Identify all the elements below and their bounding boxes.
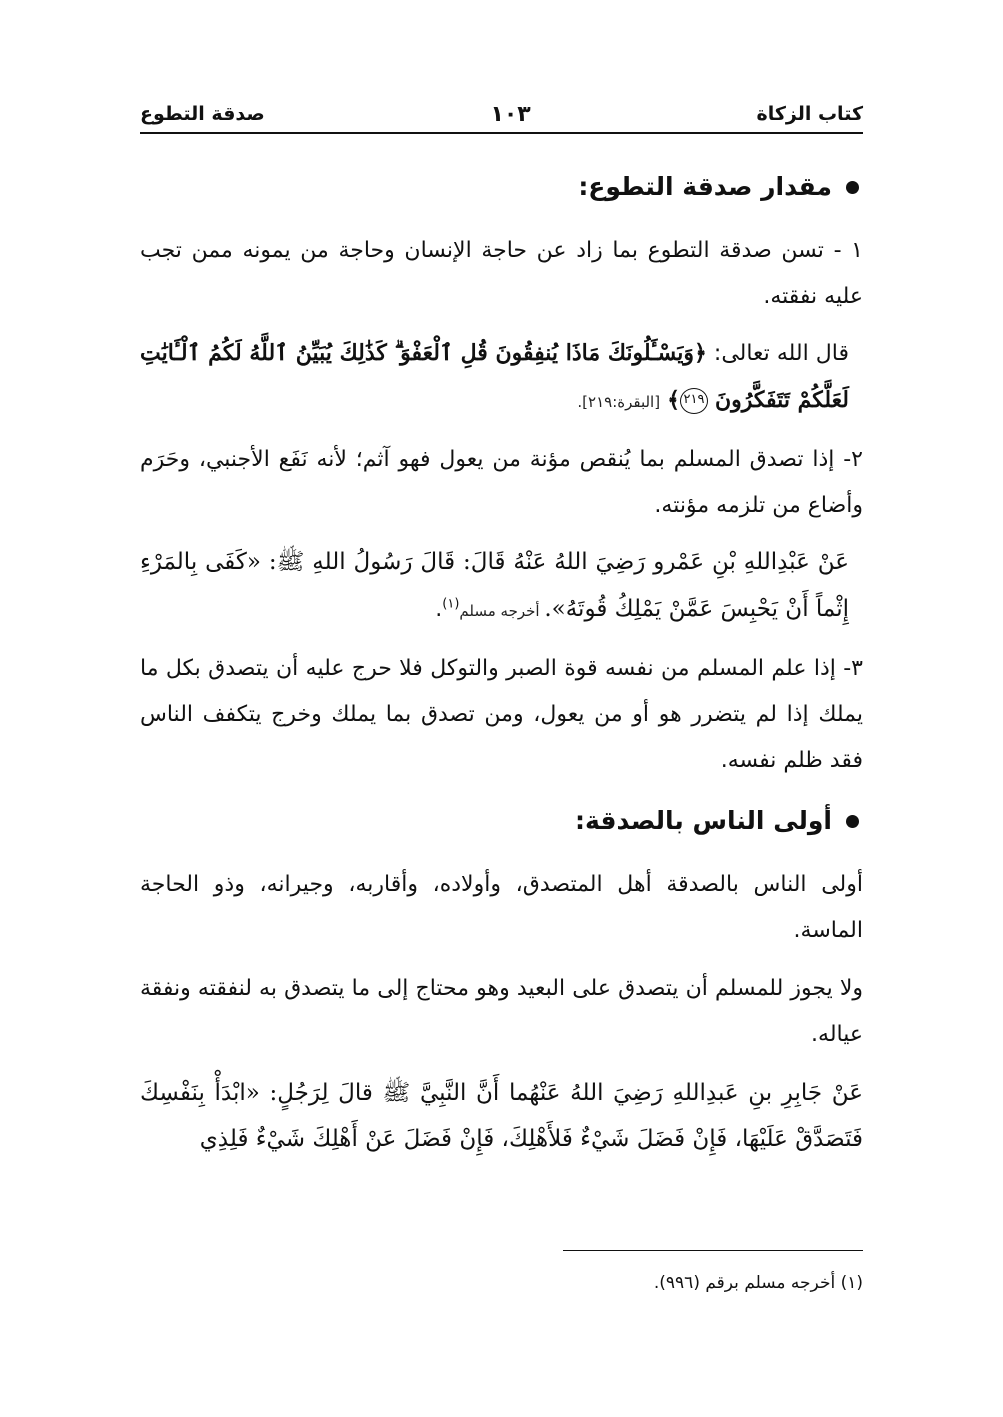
hadith-evidence-1	[140, 539, 863, 634]
paragraph-2: ولا يجوز للمسلم أن يتصدق على البعيد وهو محتاج إلى ما يتصدق به لنفقته ونفقة عياله.	[140, 976, 863, 1047]
footnote-1: (١) أخرجه مسلم برقم (٩٩٦).	[653, 1273, 863, 1293]
quran-close-bracket: ﴾	[667, 387, 680, 413]
chapter-title: صدقة التطوع	[140, 103, 265, 125]
hadith-text: عَنْ عَبْدِاللهِ بْنِ عَمْرو رَضِيَ اللهُ عَنْهُ قَالَ: قَالَ رَسُولُ اللهِ ﷺ: «كَفَى بِالمَرْءِ إِثْماً أَنْ يَحْبِسَ عَمَّنْ يَمْلِكُ قُوتَهُ».	[140, 549, 849, 622]
section-heading-priority	[140, 794, 863, 848]
list-item-3: ٣- إذا علم المسلم من نفسه قوة الصبر والتوكل فلا حرج عليه أن يتصدق بكل ما يملك إذا لم يتضرر هو أو من يعول، ومن تصدق بما يملك وخرج يتكفف الناس فقد ظلم نفسه.	[140, 656, 863, 773]
sentence-end: .	[435, 597, 443, 622]
evidence-intro: قال الله تعالى:	[706, 341, 849, 366]
ayah-number-badge: ٢١٩	[680, 388, 708, 414]
book-title: كتاب الزكاة	[756, 103, 863, 125]
page-body	[140, 160, 863, 1174]
list-item-2: ٢- إذا تصدق المسلم بما يُنقص مؤنة من يعول فهو آثم؛ لأنه نَفَع الأجنبي، وحَرَم وأضاع من تلزمه مؤنته.	[140, 447, 863, 518]
list-item-1: ١ - تسن صدقة التطوع بما زاد عن حاجة الإنسان وحاجة من يمونه ممن تجب عليه نفقته.	[140, 238, 863, 309]
page-number: ١٠٣	[490, 101, 531, 127]
running-header	[140, 96, 863, 132]
section-heading-amount	[140, 160, 863, 214]
quran-verse: ﴿وَيَسْـَٔلُونَكَ مَاذَا يُنفِقُونَ قُلِ ٱلْعَفْوَ ۗ كَذَٰلِكَ يُبَيِّنُ ٱللَّهُ لَكُمُ ٱلْـَٔايَٰتِ لَعَلَّكُمْ تَتَفَكَّرُونَ	[140, 340, 849, 413]
hadith-source: أخرجه مسلم	[459, 602, 545, 620]
hadith-evidence-2: عَنْ جَابِرِ بنِ عَبدِاللهِ رَضِيَ اللهُ عَنْهُما أَنَّ النَّبِيَّ ﷺ قالَ لِرَجُلٍ: «ابْدَأْ بِنَفْسِكَ فَتَصَدَّقْ عَلَيْهَا، فَإِنْ فَضَلَ شَيْءٌ فَلأَهْلِكَ، فَإِنْ فَضَلَ عَنْ أَهْلِكَ شَيْءٌ فَلِذِي	[140, 1080, 863, 1152]
header-rule	[140, 132, 863, 134]
footnote-rule	[563, 1250, 863, 1251]
quran-reference: [البقرة:٢١٩].	[577, 393, 661, 411]
quran-evidence	[140, 330, 863, 425]
bullet-icon	[846, 181, 859, 194]
section-heading-text: مقدار صدقة التطوع:	[578, 172, 832, 201]
section-heading-text: أولى الناس بالصدقة:	[574, 806, 832, 835]
bullet-icon	[846, 815, 859, 828]
footnote-marker: (١)	[442, 596, 460, 612]
paragraph-1: أولى الناس بالصدقة أهل المتصدق، وأولاده، وأقاربه، وجيرانه، وذو الحاجة الماسة.	[140, 872, 863, 943]
